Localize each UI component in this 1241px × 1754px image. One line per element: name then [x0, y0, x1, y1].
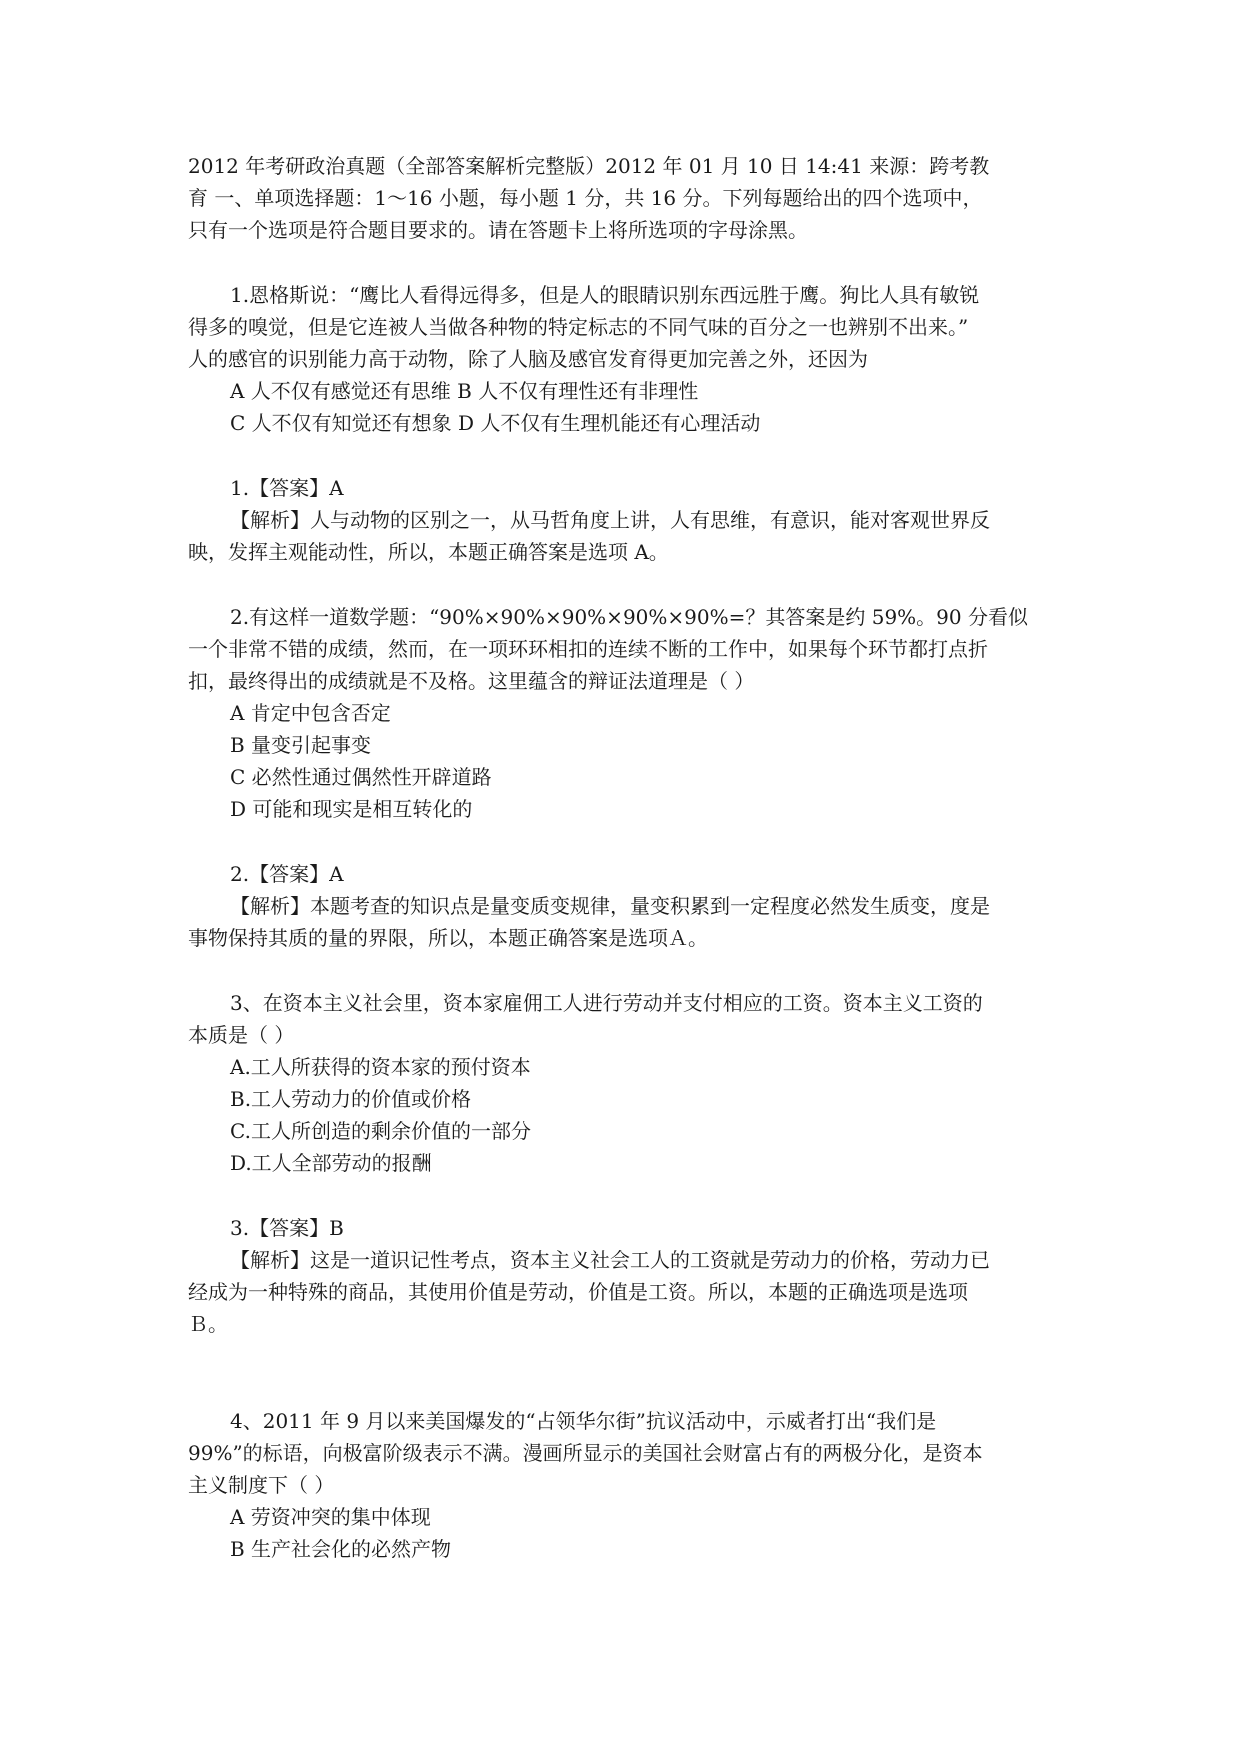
- question-2-answer: 2.【答案】A: [230, 862, 344, 886]
- question-2-stem: 一个非常不错的成绩，然而，在一项环环相扣的连续不断的工作中，如果每个环节都打点折: [188, 637, 988, 661]
- header-line: 育 一、单项选择题：1～16 小题，每小题 1 分，共 16 分。下列每题给出的四个选项中，: [188, 186, 983, 210]
- question-1-stem: 1.恩格斯说：“鹰比人看得远得多，但是人的眼睛识别东西远胜于鹰。狗比人具有敏锐: [230, 283, 980, 307]
- question-2-option-a: A 肯定中包含否定: [230, 701, 391, 725]
- question-1-analysis: 映，发挥主观能动性，所以，本题正确答案是选项 A。: [188, 540, 669, 564]
- question-3-analysis: 经成为一种特殊的商品，其使用价值是劳动，价值是工资。所以，本题的正确选项是选项: [188, 1280, 968, 1304]
- question-4-option-b: B 生产社会化的必然产物: [230, 1537, 452, 1561]
- spacer: [188, 568, 1068, 601]
- question-2-option-c: C 必然性通过偶然性开辟道路: [230, 765, 492, 789]
- question-3-option-b: B.工人劳动力的价值或价格: [230, 1087, 472, 1111]
- question-3-answer: 3.【答案】B: [230, 1216, 344, 1240]
- question-4-stem: 主义制度下（ ）: [188, 1473, 335, 1497]
- document-page: [188, 150, 1068, 1565]
- question-4-option-a: A 劳资冲突的集中体现: [230, 1505, 431, 1529]
- question-1-stem: 人的感官的识别能力高于动物，除了人脑及感官发育得更加完善之外，还因为: [188, 347, 868, 371]
- question-1-answer: 1.【答案】A: [230, 476, 344, 500]
- question-3-analysis: 【解析】这是一道识记性考点，资本主义社会工人的工资就是劳动力的价格，劳动力已: [230, 1248, 990, 1272]
- question-1-stem: 得多的嗅觉，但是它连被人当做各种物的特定标志的不同气味的百分之一也辨别不出来。”: [188, 315, 969, 339]
- question-4-stem: 99%”的标语，向极富阶级表示不满。漫画所显示的美国社会财富占有的两极分化，是资本: [188, 1441, 983, 1465]
- question-1-options-ab: A 人不仅有感觉还有思维 B 人不仅有理性还有非理性: [230, 379, 699, 403]
- question-3-analysis: Ｂ。: [188, 1312, 228, 1336]
- question-2-analysis: 【解析】本题考查的知识点是量变质变规律，量变积累到一定程度必然发生质变，度是: [230, 894, 990, 918]
- question-3-option-c: C.工人所创造的剩余价值的一部分: [230, 1119, 531, 1143]
- question-2-option-d: D 可能和现实是相互转化的: [230, 797, 473, 821]
- spacer: [188, 1179, 1068, 1212]
- question-3-stem: 本质是（ ）: [188, 1023, 295, 1047]
- question-1-options-cd: C 人不仅有知觉还有想象 D 人不仅有生理机能还有心理活动: [230, 411, 761, 435]
- header-line: 只有一个选项是符合题目要求的。请在答题卡上将所选项的字母涂黑。: [188, 218, 808, 242]
- spacer: [188, 246, 1068, 279]
- question-2-stem: 2.有这样一道数学题：“90%×90%×90%×90%×90%=？其答案是约 59%。90 分看似: [230, 605, 1028, 629]
- header-line: 2012 年考研政治真题（全部答案解析完整版）2012 年 01 月 10 日 14:41 来源：跨考教: [188, 154, 990, 178]
- question-1-analysis: 【解析】人与动物的区别之一，从马哲角度上讲，人有思维，有意识，能对客观世界反: [230, 508, 990, 532]
- question-3-option-a: A.工人所获得的资本家的预付资本: [230, 1055, 531, 1079]
- question-2-stem: 扣，最终得出的成绩就是不及格。这里蕴含的辩证法道理是（ ）: [188, 669, 755, 693]
- question-2-option-b: B 量变引起事变: [230, 733, 372, 757]
- question-3-option-d: D.工人全部劳动的报酬: [230, 1151, 432, 1175]
- spacer: [188, 1340, 1068, 1405]
- spacer: [188, 439, 1068, 472]
- question-4-stem: 4、2011 年 9 月以来美国爆发的“占领华尔街”抗议活动中，示威者打出“我们是: [230, 1409, 937, 1433]
- spacer: [188, 825, 1068, 858]
- question-3-stem: 3、在资本主义社会里，资本家雇佣工人进行劳动并支付相应的工资。资本主义工资的: [230, 991, 983, 1015]
- spacer: [188, 954, 1068, 987]
- question-2-analysis: 事物保持其质的量的界限，所以，本题正确答案是选项Ａ。: [188, 926, 708, 950]
